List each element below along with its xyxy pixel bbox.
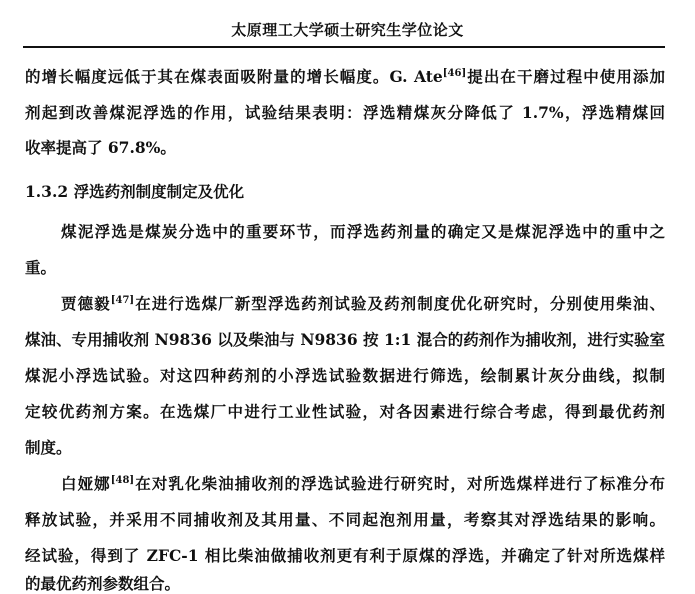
text-line: 收率提高了 67.8%。 [25,138,176,157]
text-line: 释放试验，并采用不同捕收剂及其用量、不同起泡剂用量，考察其对浮选结果的影响。 [25,510,665,529]
running-header: 太原理工大学硕士研究生学位论文 [231,21,464,39]
text-line: 定较优药剂方案。在选煤厂中进行工业性试验，对各因素进行综合考虑，得到最优药剂 [25,402,665,421]
text-line: 重。 [25,258,57,277]
text-line: 白娅娜[48]在对乳化柴油捕收剂的浮选试验进行研究时，对所选煤样进行了标准分布 [61,474,665,493]
text-line: 煤油、专用捕收剂 N9836 以及柴油与 N9836 按 1:1 混合的药剂作为捕收剂，进行实验室 [25,330,665,349]
text-line: 煤泥浮选是煤炭分选中的重要环节，而浮选药剂量的确定又是煤泥浮选中的重中之 [61,222,665,241]
text-line: 经试验，得到了 ZFC-1 相比柴油做捕收剂更有利于原煤的浮选，并确定了针对所选煤样 [25,546,665,565]
text-line: 制度。 [25,438,72,457]
citation: [47] [110,295,135,306]
text-line: 的最优药剂参数组合。 [25,574,181,593]
text-line: 剂起到改善煤泥浮选的作用，试验结果表明：浮选精煤灰分降低了 1.7%，浮选精煤回 [25,103,665,122]
text-line: 贾德毅[47]在进行选煤厂新型浮选药剂试验及药剂制度优化研究时，分别使用柴油、 [61,294,665,313]
section-heading: 1.3.2 浮选药剂制度制定及优化 [25,182,245,201]
text-line: 的增长幅度远低于其在煤表面吸附量的增长幅度。G. Ate[46]提出在干磨过程中使用添加 [25,67,665,86]
text-line: 煤泥小浮选试验。对这四种药剂的小浮选试验数据进行筛选，绘制累计灰分曲线，拟制 [25,366,665,385]
header-rule [23,46,665,48]
citation: [46] [442,68,467,79]
citation: [48] [110,475,135,486]
